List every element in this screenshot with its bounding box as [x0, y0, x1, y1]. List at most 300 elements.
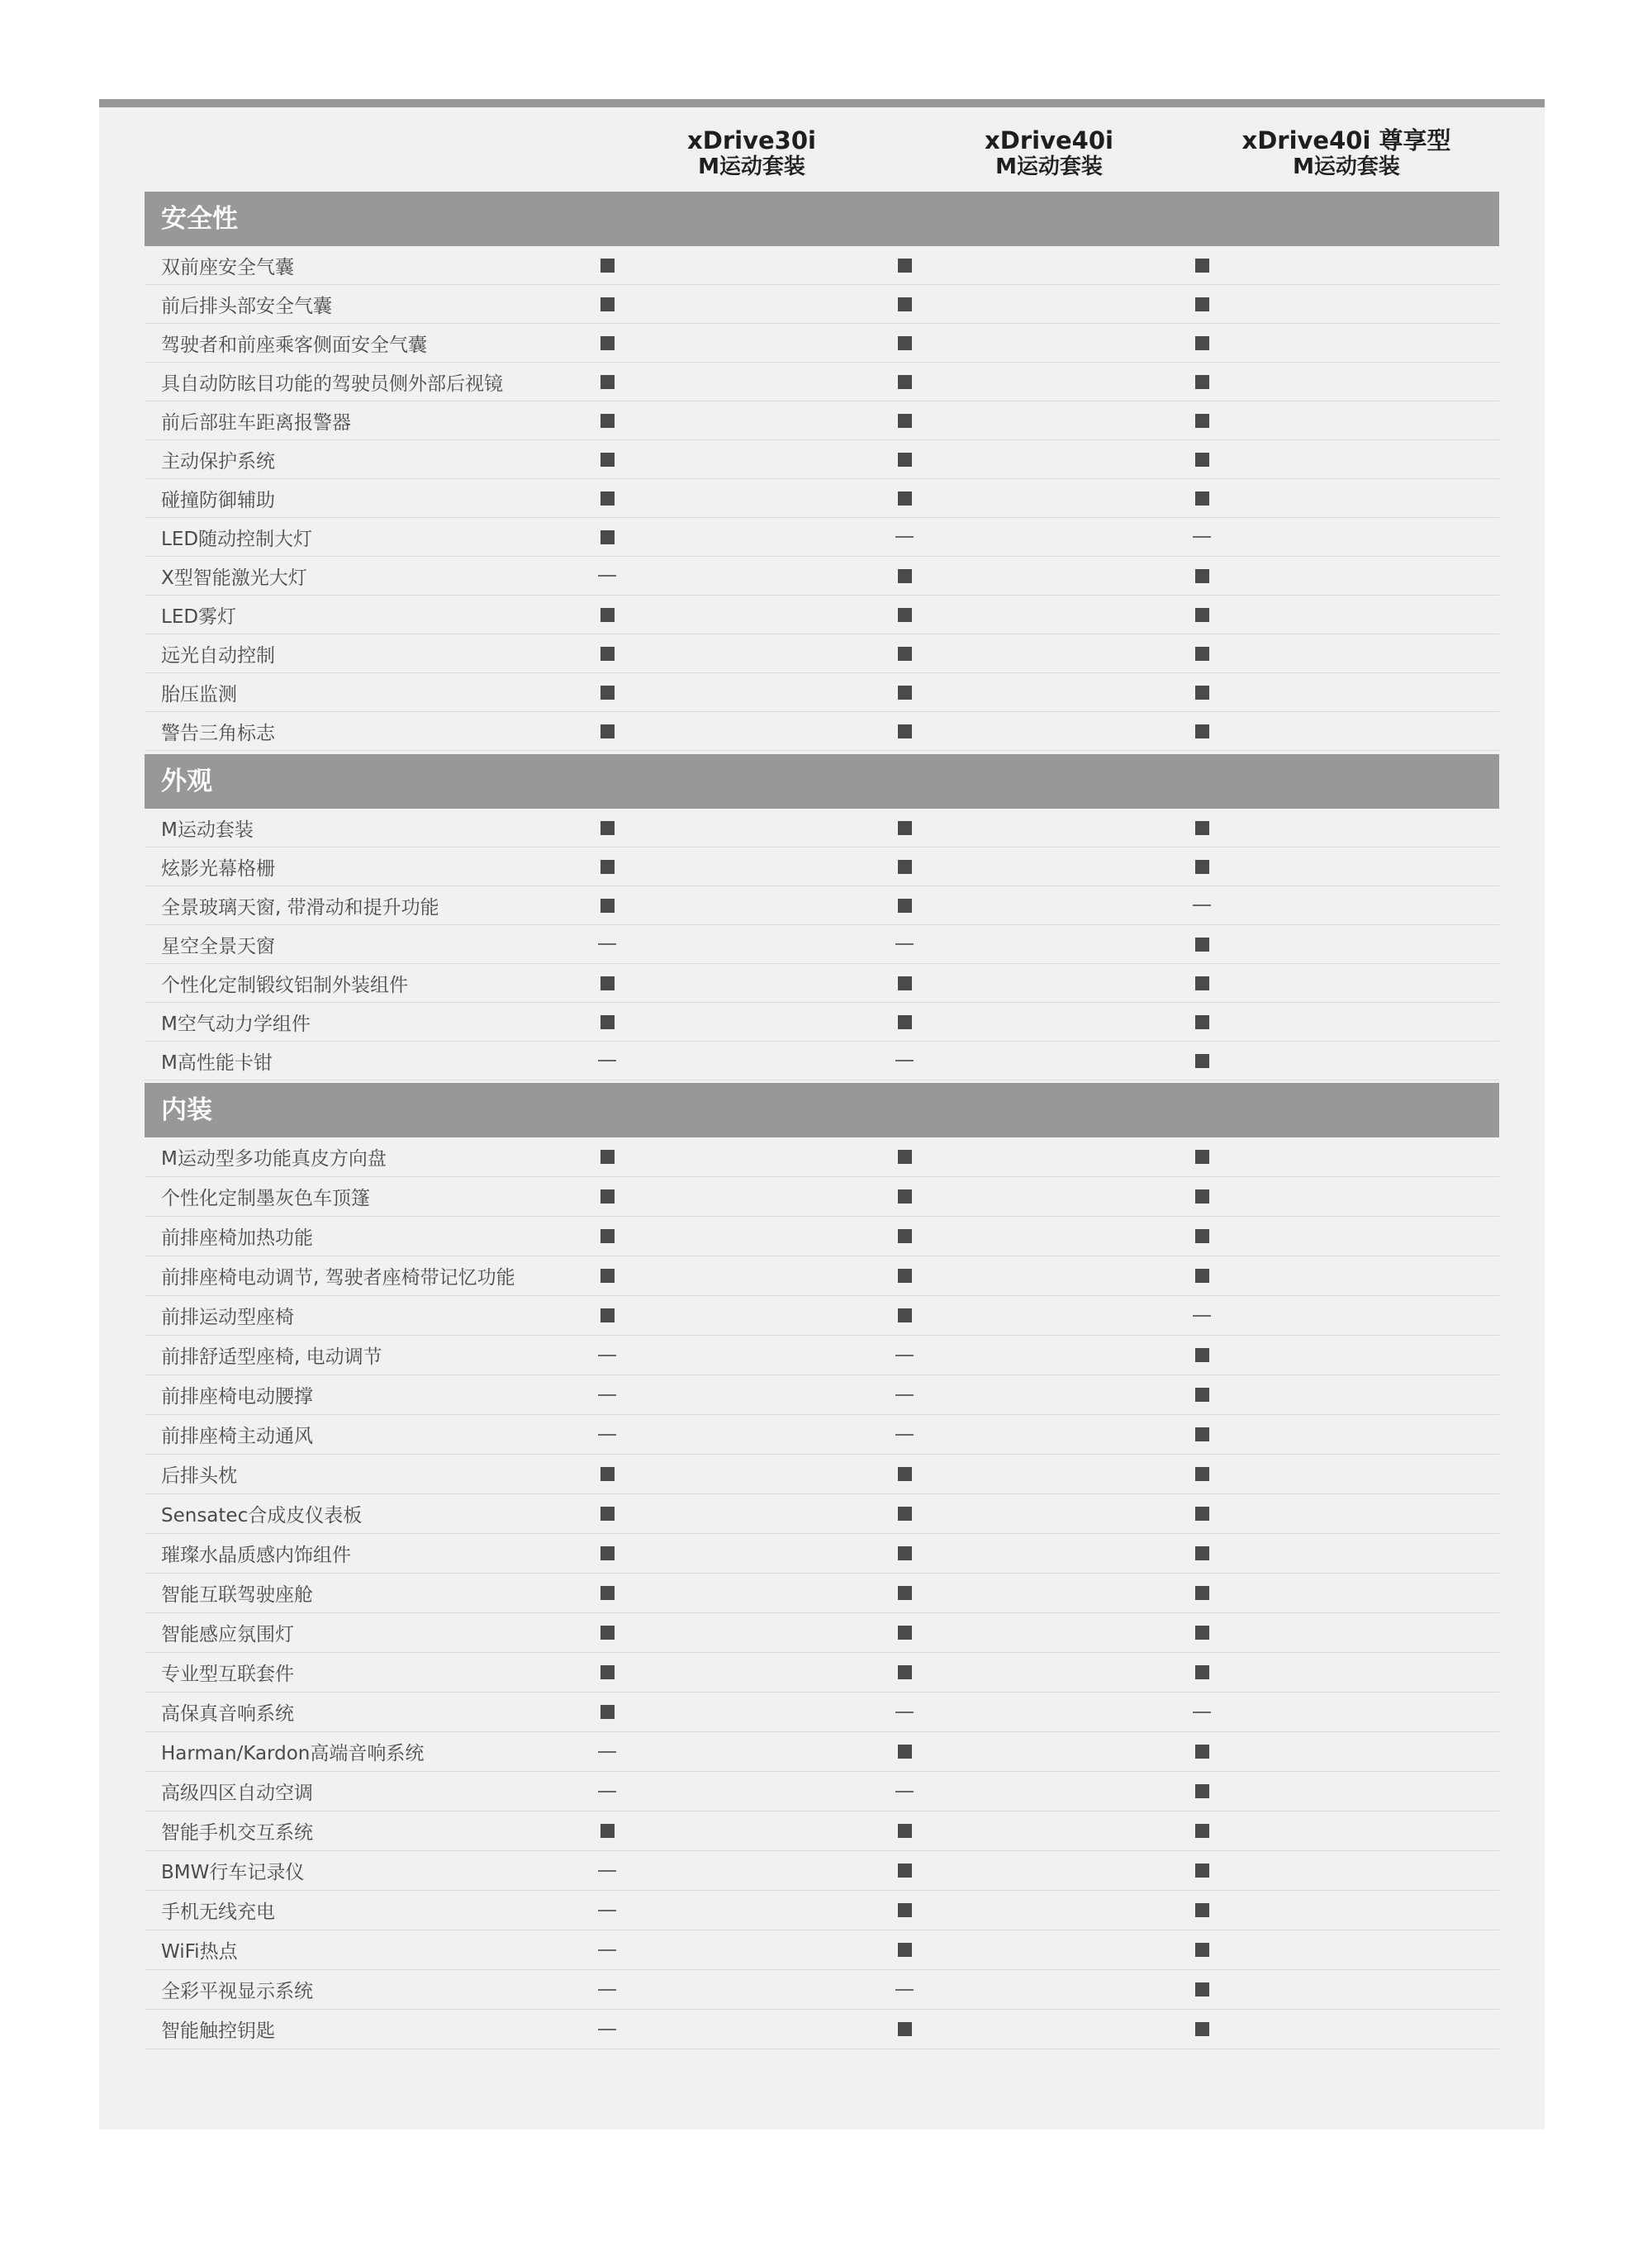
feature-label: WiFi热点 [161, 1941, 238, 1963]
standard-square-icon [1195, 1189, 1209, 1204]
table-row [145, 596, 1499, 634]
dash-icon [1193, 1712, 1211, 1713]
feature-label: 全景玻璃天窗, 带滑动和提升功能 [161, 896, 439, 919]
table-row [145, 964, 1499, 1003]
standard-square-icon [898, 1903, 912, 1917]
standard-square-icon [898, 1507, 912, 1521]
standard-cell [880, 1003, 929, 1041]
standard-cell [1177, 1772, 1227, 1811]
standard-cell [1177, 1494, 1227, 1533]
not-available-cell [880, 1042, 929, 1080]
standard-cell [1177, 2010, 1227, 2049]
standard-cell [1177, 1811, 1227, 1850]
standard-square-icon [898, 1150, 912, 1164]
standard-cell [880, 712, 929, 750]
standard-cell [582, 1003, 632, 1041]
standard-cell [582, 1177, 632, 1216]
table-row [145, 1137, 1499, 1177]
standard-square-icon [1195, 1864, 1209, 1878]
feature-label: 智能触控钥匙 [161, 2020, 275, 2042]
standard-square-icon [601, 647, 615, 661]
standard-cell [582, 1137, 632, 1176]
dash-icon [598, 1394, 616, 1396]
standard-square-icon [1195, 1150, 1209, 1164]
table-row [145, 1693, 1499, 1732]
standard-square-icon [898, 414, 912, 428]
standard-cell [880, 324, 929, 362]
standard-cell [582, 324, 632, 362]
standard-cell [582, 1296, 632, 1335]
standard-square-icon [1195, 976, 1209, 990]
standard-square-icon [601, 453, 615, 467]
table-row [145, 479, 1499, 518]
standard-square-icon [1195, 453, 1209, 467]
standard-square-icon [601, 1824, 615, 1838]
standard-square-icon [898, 297, 912, 311]
standard-cell [582, 1693, 632, 1731]
standard-square-icon [898, 1229, 912, 1243]
feature-label: 驾驶者和前座乘客侧面安全气囊 [161, 334, 427, 356]
standard-square-icon [1195, 414, 1209, 428]
standard-square-icon [1195, 1388, 1209, 1402]
standard-cell [880, 809, 929, 847]
table-row [145, 1732, 1499, 1772]
standard-cell [582, 847, 632, 885]
dash-icon [598, 1434, 616, 1436]
standard-square-icon [898, 1586, 912, 1600]
feature-label: M运动型多功能真皮方向盘 [161, 1148, 387, 1170]
section-header: 外观 [145, 754, 1499, 809]
standard-cell [1177, 1217, 1227, 1256]
standard-square-icon [601, 375, 615, 389]
dash-icon [598, 1791, 616, 1792]
feature-label: 前排座椅电动腰撑 [161, 1386, 313, 1408]
not-available-cell [880, 925, 929, 963]
table-row [145, 1851, 1499, 1891]
table-row [145, 1217, 1499, 1256]
standard-square-icon [601, 1546, 615, 1560]
standard-cell [1177, 1930, 1227, 1969]
standard-cell [1177, 440, 1227, 478]
standard-square-icon [1195, 1229, 1209, 1243]
standard-square-icon [601, 1229, 615, 1243]
table-row [145, 557, 1499, 596]
table-row [145, 246, 1499, 285]
feature-label: 前排座椅加热功能 [161, 1227, 313, 1249]
standard-square-icon [898, 1189, 912, 1204]
standard-cell [582, 886, 632, 924]
standard-square-icon [601, 1626, 615, 1640]
column-header-xdrive30i [603, 127, 900, 180]
not-available-cell [582, 1336, 632, 1375]
table-row [145, 1534, 1499, 1574]
feature-label: 远光自动控制 [161, 644, 275, 667]
not-available-cell [582, 1375, 632, 1414]
dash-icon [895, 1434, 914, 1436]
not-available-cell [1177, 1693, 1227, 1731]
not-available-cell [582, 2010, 632, 2049]
standard-cell [582, 1534, 632, 1573]
dash-icon [598, 943, 616, 945]
standard-square-icon [601, 414, 615, 428]
standard-cell [880, 1137, 929, 1176]
not-available-cell [582, 1970, 632, 2009]
standard-square-icon [601, 608, 615, 622]
dash-icon [895, 1355, 914, 1356]
dash-icon [598, 2029, 616, 2030]
standard-cell [880, 246, 929, 284]
not-available-cell [1177, 518, 1227, 556]
standard-square-icon [601, 976, 615, 990]
standard-square-icon [898, 1745, 912, 1759]
standard-square-icon [1195, 1427, 1209, 1441]
standard-square-icon [1195, 1903, 1209, 1917]
standard-cell [582, 1256, 632, 1295]
table-row [145, 1613, 1499, 1653]
feature-label: 碰撞防御辅助 [161, 489, 275, 511]
standard-square-icon [601, 491, 615, 506]
standard-cell [1177, 363, 1227, 401]
column-pack: M运动套装 [698, 154, 805, 179]
standard-square-icon [1195, 860, 1209, 874]
column-model: xDrive40i 尊享型 [1241, 126, 1451, 154]
standard-square-icon [1195, 491, 1209, 506]
dash-icon [895, 1394, 914, 1396]
feature-label: BMW行车记录仪 [161, 1862, 305, 1883]
not-available-cell [880, 1970, 929, 2009]
table-row [145, 886, 1499, 925]
column-header-xdrive40i [900, 127, 1198, 180]
feature-label: 双前座安全气囊 [161, 256, 294, 278]
feature-label: 前排运动型座椅 [161, 1307, 294, 1328]
table-row [145, 1970, 1499, 2010]
standard-square-icon [898, 1943, 912, 1957]
not-available-cell [582, 557, 632, 595]
standard-cell [1177, 634, 1227, 672]
column-pack: M运动套装 [995, 154, 1103, 179]
not-available-cell [582, 1851, 632, 1890]
standard-cell [582, 246, 632, 284]
column-model: xDrive30i [687, 126, 816, 154]
standard-square-icon [898, 375, 912, 389]
table-row [145, 925, 1499, 964]
standard-cell [880, 596, 929, 634]
feature-label: Sensatec合成皮仪表板 [161, 1505, 363, 1526]
table-row [145, 401, 1499, 440]
table-row [145, 440, 1499, 479]
feature-label: 具自动防眩目功能的驾驶员侧外部后视镜 [161, 373, 503, 395]
standard-square-icon [1195, 2022, 1209, 2036]
feature-label: LED随动控制大灯 [161, 528, 313, 550]
standard-square-icon [1195, 1784, 1209, 1798]
standard-cell [880, 2010, 929, 2049]
standard-cell [1177, 1534, 1227, 1573]
standard-square-icon [1195, 686, 1209, 700]
dash-icon [598, 1910, 616, 1911]
standard-cell [1177, 1970, 1227, 2009]
standard-cell [880, 1653, 929, 1692]
standard-square-icon [898, 1269, 912, 1283]
standard-cell [880, 673, 929, 711]
standard-square-icon [1195, 569, 1209, 583]
standard-square-icon [601, 336, 615, 350]
table-row [145, 1415, 1499, 1455]
standard-square-icon [1195, 1665, 1209, 1679]
dash-icon [895, 1712, 914, 1713]
not-available-cell [880, 518, 929, 556]
standard-square-icon [898, 1824, 912, 1838]
standard-square-icon [1195, 1546, 1209, 1560]
standard-cell [582, 1494, 632, 1533]
section-header: 安全性 [145, 192, 1499, 246]
standard-cell [1177, 1574, 1227, 1612]
standard-square-icon [898, 1864, 912, 1878]
feature-label: 胎压监测 [161, 683, 237, 705]
standard-cell [582, 964, 632, 1002]
table-row [145, 712, 1499, 751]
standard-square-icon [898, 686, 912, 700]
feature-label: 主动保护系统 [161, 450, 275, 472]
standard-square-icon [601, 1015, 615, 1029]
standard-cell [1177, 1336, 1227, 1375]
standard-cell [582, 285, 632, 323]
standard-square-icon [601, 899, 615, 913]
standard-cell [880, 886, 929, 924]
section-header: 内装 [145, 1083, 1499, 1137]
standard-cell [1177, 847, 1227, 885]
dash-icon [1193, 904, 1211, 906]
standard-cell [582, 673, 632, 711]
standard-square-icon [898, 259, 912, 273]
standard-cell [1177, 1653, 1227, 1692]
standard-square-icon [1195, 647, 1209, 661]
standard-square-icon [898, 821, 912, 835]
standard-square-icon [1195, 375, 1209, 389]
standard-square-icon [601, 1308, 615, 1322]
standard-cell [880, 1930, 929, 1969]
table-row [145, 1811, 1499, 1851]
standard-square-icon [601, 1586, 615, 1600]
table-row [145, 363, 1499, 401]
feature-label: 手机无线充电 [161, 1902, 275, 1923]
dash-icon [895, 1060, 914, 1061]
standard-cell [582, 401, 632, 439]
standard-square-icon [1195, 1943, 1209, 1957]
standard-square-icon [1195, 336, 1209, 350]
standard-square-icon [898, 1308, 912, 1322]
standard-cell [1177, 596, 1227, 634]
standard-cell [1177, 925, 1227, 963]
standard-cell [880, 401, 929, 439]
feature-label: 全彩平视显示系统 [161, 1981, 313, 2002]
standard-cell [1177, 324, 1227, 362]
standard-square-icon [1195, 608, 1209, 622]
standard-cell [1177, 1042, 1227, 1080]
standard-cell [582, 518, 632, 556]
standard-cell [1177, 1613, 1227, 1652]
not-available-cell [1177, 886, 1227, 924]
table-row [145, 1574, 1499, 1613]
table-row [145, 809, 1499, 847]
standard-cell [1177, 401, 1227, 439]
standard-square-icon [1195, 1982, 1209, 1996]
standard-square-icon [898, 491, 912, 506]
standard-cell [582, 1574, 632, 1612]
standard-square-icon [601, 724, 615, 738]
standard-square-icon [898, 647, 912, 661]
standard-square-icon [1195, 1745, 1209, 1759]
standard-cell [1177, 1003, 1227, 1041]
standard-square-icon [898, 1015, 912, 1029]
standard-cell [582, 712, 632, 750]
standard-cell [1177, 1455, 1227, 1493]
standard-cell [880, 285, 929, 323]
standard-square-icon [601, 1150, 615, 1164]
column-header-xdrive40i-premium [1198, 127, 1495, 180]
feature-label: 专业型互联套件 [161, 1664, 294, 1685]
feature-label: 璀璨水晶质感内饰组件 [161, 1545, 351, 1566]
feature-label: 智能互联驾驶座舱 [161, 1584, 313, 1606]
feature-label: 个性化定制墨灰色车顶篷 [161, 1188, 370, 1209]
standard-square-icon [601, 1665, 615, 1679]
standard-cell [1177, 246, 1227, 284]
standard-cell [880, 363, 929, 401]
standard-cell [880, 1851, 929, 1890]
standard-cell [1177, 1891, 1227, 1930]
standard-square-icon [898, 976, 912, 990]
standard-square-icon [601, 1269, 615, 1283]
standard-cell [582, 440, 632, 478]
dash-icon [598, 1989, 616, 1991]
standard-cell [880, 440, 929, 478]
standard-cell [880, 1891, 929, 1930]
not-available-cell [582, 1042, 632, 1080]
feature-label: 前后部驻车距离报警器 [161, 411, 351, 434]
standard-square-icon [601, 1467, 615, 1481]
table-row [145, 1177, 1499, 1217]
standard-square-icon [898, 608, 912, 622]
standard-cell [880, 557, 929, 595]
standard-cell [582, 634, 632, 672]
standard-square-icon [898, 336, 912, 350]
standard-cell [582, 596, 632, 634]
feature-label: 前排座椅主动通风 [161, 1426, 313, 1447]
standard-square-icon [898, 2022, 912, 2036]
standard-cell [880, 479, 929, 517]
dash-icon [598, 1870, 616, 1872]
standard-square-icon [1195, 297, 1209, 311]
feature-label: 智能感应氛围灯 [161, 1624, 294, 1645]
standard-square-icon [601, 1189, 615, 1204]
standard-cell [880, 964, 929, 1002]
standard-cell [1177, 1415, 1227, 1454]
standard-square-icon [1195, 1586, 1209, 1600]
standard-square-icon [898, 1546, 912, 1560]
feature-label: M高性能卡钳 [161, 1052, 273, 1074]
standard-cell [582, 1811, 632, 1850]
standard-square-icon [898, 1467, 912, 1481]
table-row [145, 1891, 1499, 1930]
table-row [145, 285, 1499, 324]
standard-square-icon [601, 1507, 615, 1521]
standard-square-icon [1195, 1015, 1209, 1029]
standard-cell [1177, 1851, 1227, 1890]
standard-square-icon [1195, 1507, 1209, 1521]
table-row [145, 1455, 1499, 1494]
table-row [145, 1003, 1499, 1042]
feature-label: 前排座椅电动调节, 驾驶者座椅带记忆功能 [161, 1267, 515, 1289]
dash-icon [598, 1060, 616, 1061]
table-row [145, 324, 1499, 363]
dash-icon [895, 1791, 914, 1792]
dash-icon [1193, 1315, 1211, 1317]
standard-square-icon [601, 821, 615, 835]
standard-cell [1177, 1137, 1227, 1176]
table-row [145, 1256, 1499, 1296]
feature-label: 前后排头部安全气囊 [161, 295, 332, 317]
standard-square-icon [898, 860, 912, 874]
standard-cell [582, 479, 632, 517]
standard-cell [582, 1653, 632, 1692]
table-row [145, 1336, 1499, 1375]
standard-square-icon [898, 724, 912, 738]
table-row [145, 1494, 1499, 1534]
table-row [145, 1653, 1499, 1693]
standard-cell [880, 634, 929, 672]
dash-icon [1193, 536, 1211, 538]
standard-cell [880, 1177, 929, 1216]
standard-cell [1177, 673, 1227, 711]
not-available-cell [582, 1415, 632, 1454]
feature-label: M运动套装 [161, 819, 254, 841]
standard-square-icon [601, 1705, 615, 1719]
dash-icon [895, 1989, 914, 1991]
not-available-cell [880, 1375, 929, 1414]
feature-label: 智能手机交互系统 [161, 1822, 313, 1844]
feature-label: 高级四区自动空调 [161, 1783, 313, 1804]
not-available-cell [1177, 1296, 1227, 1335]
standard-cell [582, 1455, 632, 1493]
standard-square-icon [1195, 938, 1209, 952]
feature-label: X型智能激光大灯 [161, 567, 307, 589]
feature-label: Harman/Kardon高端音响系统 [161, 1743, 425, 1764]
standard-square-icon [1195, 1269, 1209, 1283]
standard-cell [1177, 479, 1227, 517]
standard-cell [880, 1256, 929, 1295]
standard-square-icon [1195, 259, 1209, 273]
standard-square-icon [1195, 1467, 1209, 1481]
feature-label: 前排舒适型座椅, 电动调节 [161, 1346, 382, 1368]
standard-cell [880, 1296, 929, 1335]
standard-cell [1177, 964, 1227, 1002]
table-row [145, 1930, 1499, 1970]
not-available-cell [880, 1772, 929, 1811]
standard-cell [1177, 1375, 1227, 1414]
standard-square-icon [1195, 1824, 1209, 1838]
table-row [145, 518, 1499, 557]
not-available-cell [880, 1336, 929, 1375]
standard-cell [582, 809, 632, 847]
not-available-cell [582, 1891, 632, 1930]
dash-icon [895, 943, 914, 945]
standard-square-icon [898, 569, 912, 583]
standard-cell [880, 1534, 929, 1573]
standard-cell [880, 1455, 929, 1493]
standard-cell [582, 363, 632, 401]
standard-square-icon [1195, 1348, 1209, 1362]
column-pack: M运动套装 [1293, 154, 1400, 179]
table-row [145, 2010, 1499, 2049]
